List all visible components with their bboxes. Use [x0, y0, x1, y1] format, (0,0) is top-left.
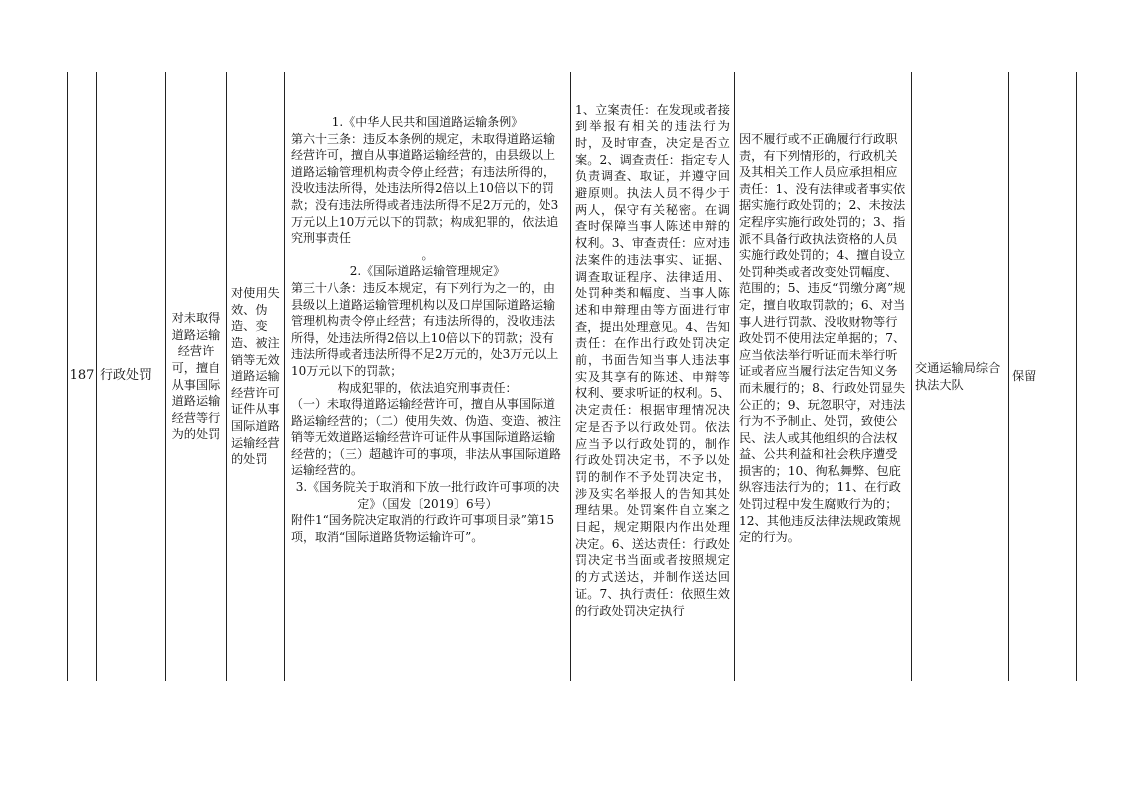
category-cell [97, 72, 166, 681]
responsibility-cell [571, 72, 735, 681]
number-cell [68, 72, 97, 681]
remark: 保留 [1012, 369, 1037, 384]
basis-line: 。 [421, 247, 434, 262]
implementing-department: 交通运输局综合执法大队 [915, 360, 1001, 392]
basis-line: 1.《中华人民共和国道路运输条例》 [331, 115, 524, 129]
basis-line: （一）未取得道路运输经营许可，擅自从事国际道路运输经营的；（二）使用失效、伪造、变造、被注销等无效道路运输经营许可证件从事国际道路运输经营的；（三）超越许可的事项，非法从事国际道路运输经营的。 [291, 397, 562, 478]
sub-item-cell [227, 72, 285, 681]
responsibility-text: 1、立案责任：在发现或者接到举报有相关的违法行为时，及时审查，决定是否立案。2、调查责任：指定专人负责调查、取证，并遵守回避原则。执法人员不得少于两人，保守有关秘密。在调查时保障当事人陈述申辩的权利。3、审查责任：应对违法案件的违法事实、证据、调查取证程序、法律适用、处罚种类和幅度、当事人陈述和申辩理由等方面进行审查，提出处理意见。4、告知责任：在作出行政处罚决定前，书面告知当事人违法事实及其享有的陈述、申辩等权利、要求听证的权利。5、决定责任：根据审理情况决定是否予以行政处罚。依法应当予以行政处罚的，制作行政处罚决定书，不予以处罚的制作不予处罚决定书，涉及实名举报人的告知其处理结果。处罚案件自立案之日起，规定期限内作出处理决定。6、送达责任：行政处罚决定书当面或者按照规定的方式送达，并制作送达回证。7、执行责任：依照生效的行政处罚决定执行 [575, 102, 730, 618]
basis-line: 2.《国际道路运输管理规定》 [349, 264, 506, 279]
basis-line: 附件1“国务院决定取消的行政许可事项目录”第15项，取消“国际道路货物运输许可”。 [291, 513, 555, 544]
accountability-text: 因不履行或不正确履行行政职责，有下列情形的，行政机关及其相关工作人员应承担相应责任：1、没有法律或者事实依据实施行政处罚的；2、未按法定程序实施行政处罚的；3、指派不具备行政执法资格的人员实施行政处罚的；4、擅自设立处罚种类或者改变处罚幅度、范围的；5、违反“罚缴分离”规定，擅自收取罚款的；6、对当事人进行罚款、没收财物等行政处罚不使用法定单据的；7、应当依法举行听证而未举行听证或者应当履行法定告知义务而未履行的；8、行政处罚显失公正的；9、玩忽职守，对违法行为不予制止、处罚，致使公民、法人或其他组织的合法权益、公共利益和社会秩序遭受损害的；10、徇私舞弊、包庇纵容违法行为的；11、在行政处罚过程中发生腐败行为的；12、其他违反法律法规政策规定的行为。 [739, 132, 906, 545]
power-list-table [67, 72, 1077, 681]
legal-basis-cell [285, 72, 571, 681]
row-number: 187 [69, 368, 95, 384]
basis-line: 第三十八条：违反本规定，有下列行为之一的，由县级以上道路运输管理机构以及口岸国际道路运输管理机构责令停止经营；有违法所得的，没收违法所得，处违法所得2倍以上10倍以下的罚款；没有违法所得或者违法所得不足2万元的，处3万元以上10万元以下的罚款； [291, 280, 559, 378]
item-name: 对未取得道路运输经营许可，擅自从事国际道路运输经营等行为的处罚 [171, 311, 221, 442]
basis-line: 构成犯罪的，依法追究刑事责任： [337, 380, 518, 395]
legal-basis [285, 89, 570, 664]
basis-line: 3.《国务院关于取消和下放一批行政许可事项的决定》（国发〔2019〕6号） [295, 480, 560, 511]
sub-item-name: 对使用失效、伪造、变造、被注销等无效道路运输经营许可证件从事国际道路运输经营的处罚 [231, 286, 280, 467]
power-category: 行政处罚 [100, 368, 153, 384]
basis-line: 第六十三条：违反本条例的规定，未取得道路运输经营许可，擅自从事道路运输经营的，由县级以上道路运输管理机构责令停止经营；有违法所得的，没收违法所得，处违法所得2倍以上10倍以下的罚款；没有违法所得或者违法所得不足2万元的，处3万元以上10万元以下的罚款；构成犯罪的，依法追究刑事责任 [291, 131, 559, 246]
accountability-cell [735, 72, 912, 681]
remark-cell [1009, 72, 1077, 681]
table-row [68, 72, 1077, 681]
item-name-cell [166, 72, 227, 681]
department-cell [912, 72, 1009, 681]
